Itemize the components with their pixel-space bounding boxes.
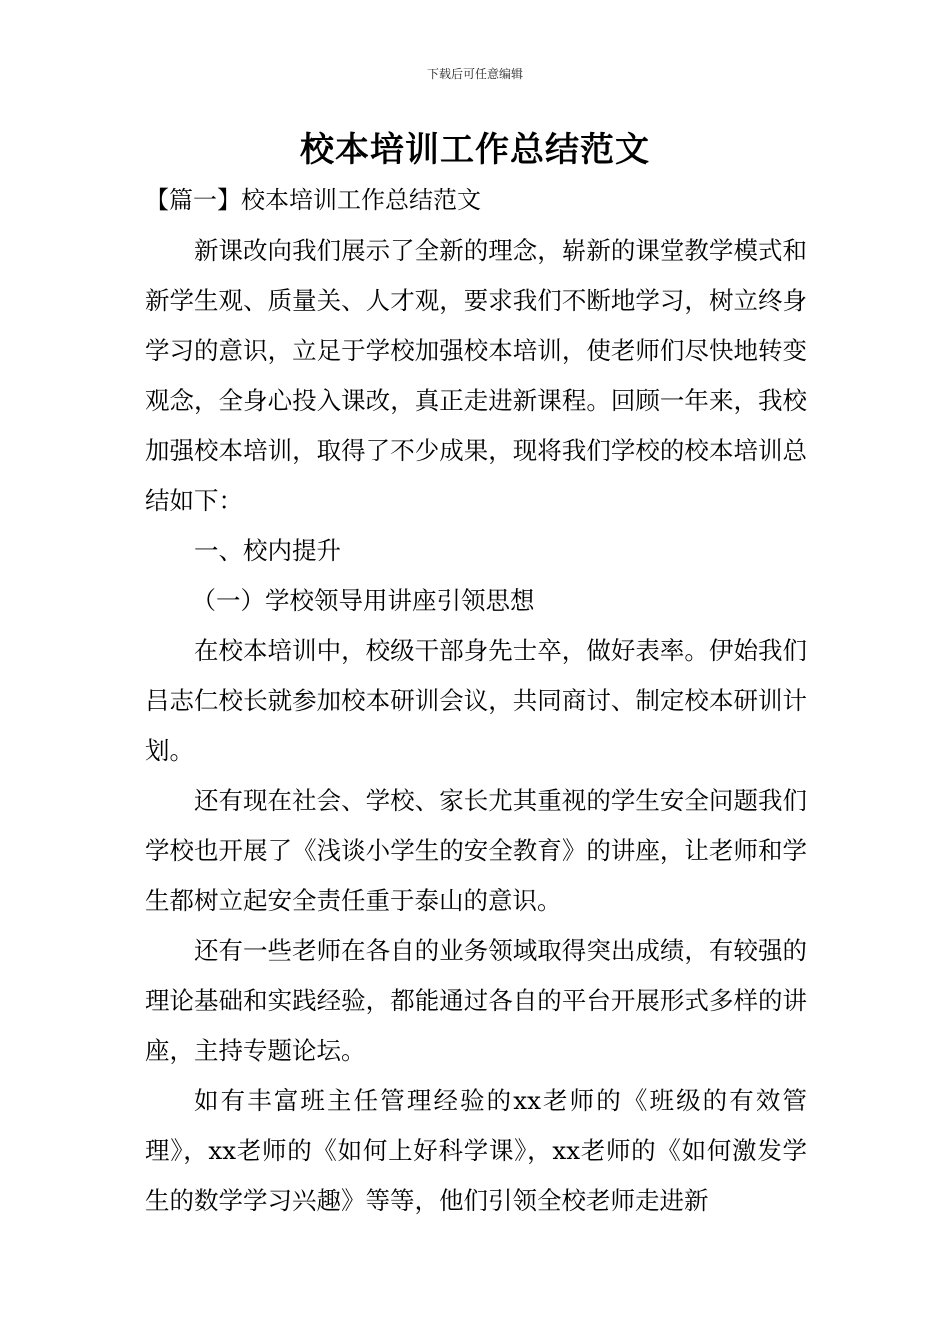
paragraph-safety: 还有现在社会、学校、家长尤其重视的学生安全问题我们学校也开展了《浅谈小学生的安全教育》的讲座，让老师和学生都树立起安全责任重于泰山的意识。 (145, 786, 807, 915)
heading-campus-improvement: 一、校内提升 (194, 536, 341, 565)
paragraph-examples: 如有丰富班主任管理经验的xx老师的《班级的有效管理》，xx老师的《如何上好科学课》，xx老师的《如何激发学生的数学学习兴趣》等等，他们引领全校老师走进新 (145, 1086, 807, 1215)
paragraph-intro: 新课改向我们展示了全新的理念，崭新的课堂教学模式和新学生观、质量关、人才观，要求我们不断地学习，树立终身学习的意识，立足于学校加强校本培训，使老师们尽快地转变观念，全身心投入课改，真正走进新课程。回顾一年来，我校加强校本培训，取得了不少成果，现将我们学校的校本培训总结如下： (145, 236, 807, 515)
header-note: 下载后可任意编辑 (426, 67, 523, 81)
paragraph-leadership: 在校本培训中，校级干部身先士卒，做好表率。伊始我们吕志仁校长就参加校本研训会议，共同商讨、制定校本研训计划。 (145, 636, 807, 765)
paragraph-teacher-lectures: 还有一些老师在各自的业务领域取得突出成绩，有较强的理论基础和实践经验，都能通过各自的平台开展形式多样的讲座，主持专题论坛。 (145, 936, 807, 1065)
subheading-leadership-lectures: （一）学校领导用讲座引领思想 (191, 586, 535, 615)
section-heading: 【篇一】校本培训工作总结范文 (145, 186, 481, 214)
document-body (145, 226, 807, 1226)
document-title: 校本培训工作总结范文 (300, 130, 650, 170)
